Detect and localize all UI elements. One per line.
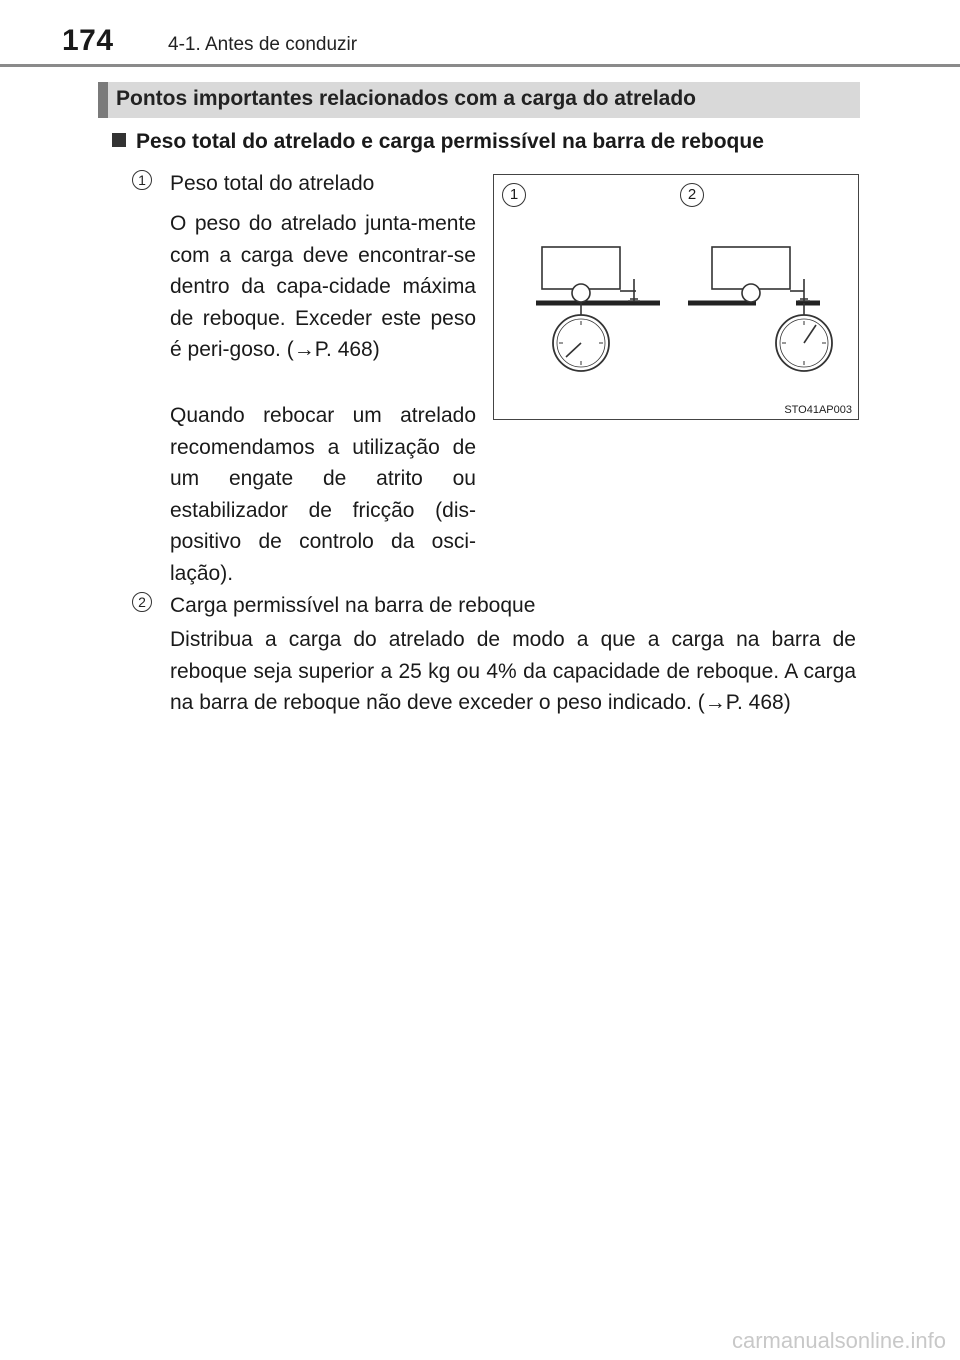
page-number: 174 [62,24,114,57]
trailer-body-icon [712,247,790,289]
jack-stand-icon [798,279,810,301]
jack-stand-icon [628,279,640,301]
trailer-2-group [688,247,832,371]
item-title-1: Peso total do atrelado [170,172,375,195]
item-number-1: 1 [132,170,152,190]
figure-callout-2: 2 [680,183,704,207]
paragraph-tongue-load: Distribua a carga do atrelado de modo a que a carga na barra de reboque seja superior a 25 kg ou 4% da capacidade de reboque. A carga na barra de reboque não deve exceder o peso indicado. (→P. 468) [170,628,856,714]
paragraph-sway-control: Quando rebocar um atrelado recomendamos a utilização de um engate de atrito ou estabilizador de fricção (dis-positivo de controlo da osci-lação). [170,404,476,585]
trailer-load-figure [493,174,859,420]
watermark: carmanualsonline.info [731,1328,946,1353]
trailer-scale-illustration [494,175,858,419]
trailer-wheel-icon [572,284,590,302]
subheading [112,130,764,154]
section-title: Pontos importantes relacionados com a carga do atrelado [116,87,696,110]
subheading-text: Peso total do atrelado e carga permissível na barra de reboque [136,130,764,153]
item-number-2: 2 [132,592,152,612]
trailer-1-group [536,247,660,371]
section-title-bar [98,82,860,118]
item-title-2: Carga permissível na barra de reboque [170,594,536,617]
header-rule [0,64,960,67]
square-bullet-icon [112,133,126,147]
figure-callout-1: 1 [502,183,526,207]
trailer-wheel-icon [742,284,760,302]
chapter-title: 4-1. Antes de conduzir [168,34,358,55]
trailer-body-icon [542,247,620,289]
figure-code: STO41AP003 [784,404,852,416]
paragraph-trailer-weight: O peso do atrelado junta-mente com a carga deve encontrar-se dentro da capa-cidade máxima de reboque. Exceder este peso é peri-goso. (→P. 468) [170,212,476,361]
section-bar-accent [98,82,108,118]
